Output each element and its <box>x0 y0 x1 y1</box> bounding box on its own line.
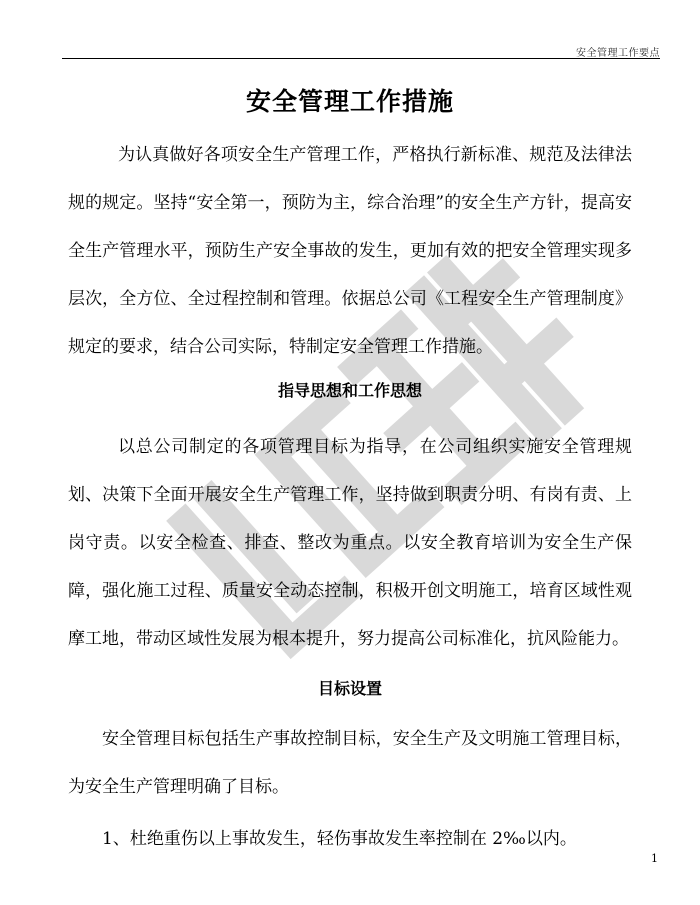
header-rule <box>62 58 660 59</box>
guiding-paragraph: 以总公司制定的各项管理目标为指导，在公司组织实施安全管理规划、决策下全面开展安全生产管理工作，坚持做到职责分明、有岗有责、上岗守责。以安全检查、排查、整改为重点。以安全教育培训为安全生产保障，强化施工过程、质量安全动态控制，积极开创文明施工，培育区域性观摩工地，带动区域性发展为根本提升，努力提高公司标准化，抗风险能力。 <box>68 437 632 649</box>
intro-paragraph: 为认真做好各项安全生产管理工作，严格执行新标准、规范及法律法规的规定。坚持“安全第一，预防为主，综合治理”的安全生产方针，提高安全生产管理水平，预防生产安全事故的发生，更加有效的把安全管理实现多层次，全方位、全过程控制和管理。依据总公司《工程安全生产管理制度》规定的要求，结合公司实际，特制定安全管理工作措施。 <box>68 145 632 357</box>
page-number: 1 <box>651 852 658 865</box>
section-heading-goals: 目标设置 <box>317 679 382 698</box>
goals-paragraph: 安全管理目标包括生产事故控制目标，安全生产及文明施工管理目标，为安全生产管理明确了目标。 <box>68 729 632 797</box>
document-title: 安全管理工作措施 <box>245 87 454 116</box>
running-header: 安全管理工作要点 <box>576 48 660 59</box>
goal-item-1: 1、杜绝重伤以上事故发生，轻伤事故发生率控制在 2‰以内。 <box>102 829 577 849</box>
section-heading-guiding: 指导思想和工作思想 <box>277 381 422 400</box>
document-body <box>68 131 632 863</box>
